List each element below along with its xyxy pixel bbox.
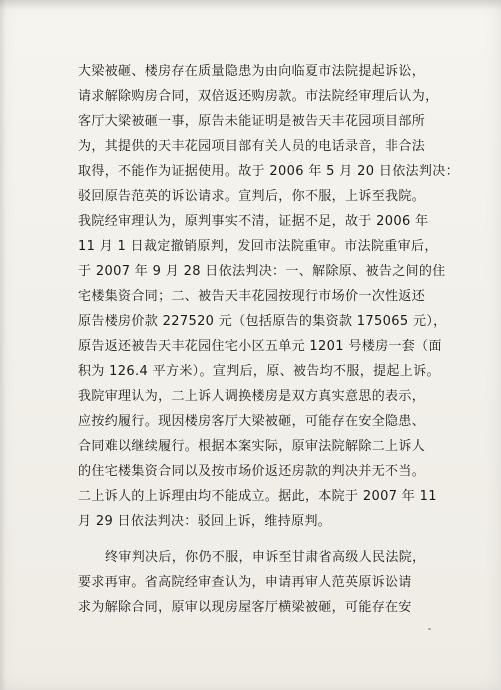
text-line: 我院审理认为，二上诉人调换楼房是双方真实意思的表示， (78, 389, 426, 404)
text-line: 11 月 1 日裁定撤销原判，发回市法院重审。市法院重审后， (78, 239, 438, 254)
text-line: 应按约履行。现因楼房客厅大梁被砸，可能存在安全隐患、 (78, 414, 426, 429)
text-line: 为，其提供的天丰花园项目部有关人员的电话录音，非合法 (78, 139, 426, 154)
text-line: 取得，不能作为证据使用。故于 2006 年 5 月 20 日依法判决： (78, 164, 459, 179)
text-line: 客厅大梁被砸一事，原告未能证明是被告天丰花园项目部所 (78, 114, 426, 129)
text-line: 大梁被砸、楼房存在质量隐患为由向临夏市法院提起诉讼， (78, 64, 426, 79)
text-line: 二上诉人的上诉理由均不能成立。据此，本院于 2007 年 11 (78, 489, 437, 504)
page-top-shadow (0, 0, 501, 10)
text-line: 宅楼集资合同；二、被告天丰花园按现行市场价一次性返还 (78, 289, 426, 304)
scan-speck (428, 628, 431, 630)
text-line: 积为 126.4 平方米）。宣判后，原、被告均不服，提起上诉。 (78, 364, 440, 379)
text-line: 合同难以继续履行。根据本案实际，原审法院解除二上诉人 (78, 439, 426, 454)
text-line: 原告楼房价款 227520 元（包括原告的集资款 175065 元）， (78, 314, 447, 329)
text-line: 原告返还被告天丰花园住宅小区五单元 1201 号楼房一套（面 (78, 339, 442, 354)
text-line: 我院经审理认为，原判事实不清，证据不足，故于 2006 年 (78, 214, 429, 229)
text-line: 要求再审。省高院经审查认为，申请再审人范英原诉讼请 (78, 575, 412, 590)
text-line: 的住宅楼集资合同以及按市场价返还房款的判决并无不当。 (78, 464, 426, 479)
text-line: 求为解除合同，原审以现房屋客厅横梁被砸，可能存在安 (78, 600, 412, 615)
text-line-indented: 终审判决后，你仍不服，申诉至甘肃省高级人民法院， (105, 550, 426, 565)
page-left-shadow (0, 0, 6, 690)
text-line: 驳回原告范英的诉讼请求。宣判后，你不服，上诉至我院。 (78, 189, 426, 204)
text-line: 于 2007 年 9 月 28 日依法判决：一、解除原、被告之间的住 (78, 264, 446, 279)
text-line: 请求解除购房合同，双倍返还购房款。市法院经审理后认为， (78, 89, 439, 104)
text-line: 月 29 日依法判决：驳回上诉，维持原判。 (78, 514, 332, 529)
